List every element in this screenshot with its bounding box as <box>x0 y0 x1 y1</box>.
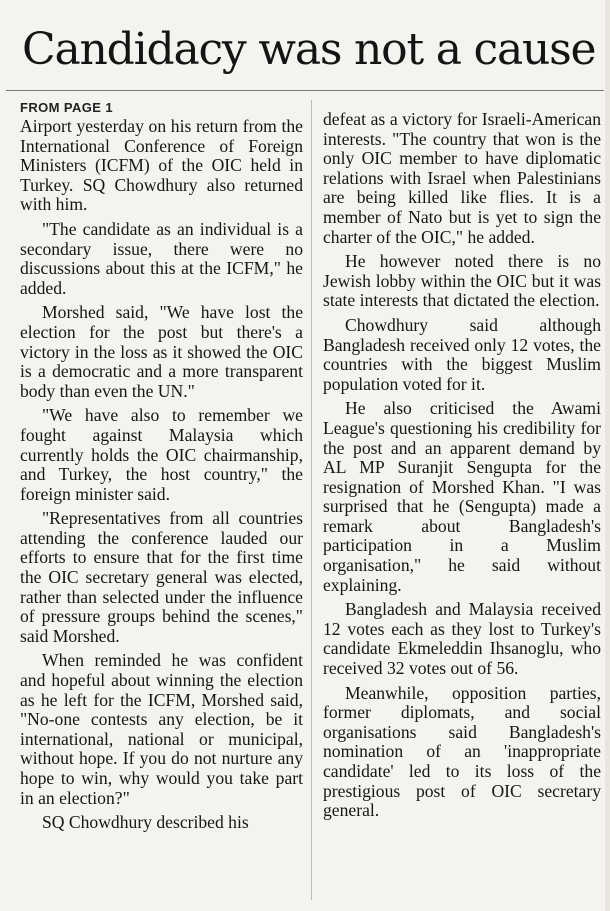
right-column <box>323 110 601 826</box>
left-column <box>20 100 303 838</box>
paragraph: defeat as a victory for Israeli-American interests. "The country that won is the only OIC member to have diplomatic relations with Israel when Palestinians are being killed like flies. It is a member of Nato but is yet to sign the charter of the OIC," he added. <box>323 109 601 247</box>
column-divider <box>311 100 312 900</box>
paragraph: "Representatives from all countries attending the conference lauded our efforts to ensure that for the first time the OIC secretary general was elected, rather than selected under the influence of pressure groups behind the scenes," said Morshed. <box>20 508 303 646</box>
paragraph: Meanwhile, opposition parties, former diplomats, and social organisations said Bangladesh's nomination of an 'inappropriate candidate' led to its loss of the prestigious post of OIC secretary general. <box>323 682 601 821</box>
paragraph: Bangladesh and Malaysia received 12 votes each as they lost to Turkey's candidate Ekmeleddin Ihsanoglu, who received 32 votes out of 56. <box>323 599 601 679</box>
paragraph: Chowdhury said although Bangladesh received only 12 votes, the countries with the biggest Muslim population voted for it. <box>323 314 601 394</box>
kicker: FROM PAGE 1 <box>20 100 114 115</box>
page-edge <box>605 0 610 911</box>
paragraph: Airport yesterday on his return from the International Conference of Foreign Ministers (ICFM) of the OIC held in Turkey. SQ Chowdhury also returned with him. <box>20 116 303 215</box>
paragraph: He however noted there is no Jewish lobby within the OIC but it was state interests that dictated the election. <box>323 251 601 311</box>
paragraph: SQ Chowdhury described his <box>42 812 249 833</box>
paragraph: He also criticised the Awami League's questioning his credibility for the post and an apparent demand by AL MP Suranjit Sengupta for the resignation of Morshed Khan. "I was surprised that he (Sengupta) made a remark about Bangladesh's participation in a Muslim organisation," he said without explaining. <box>323 398 601 595</box>
paragraph: Morshed said, "We have lost the election for the post but there's a victory in the loss as it showed the OIC is a democratic and a more transparent body than even the UN." <box>20 302 303 401</box>
paragraph: "The candidate as an individual is a secondary issue, there were no discussions about this at the ICFM," he added. <box>20 218 303 298</box>
paragraph: When reminded he was confident and hopeful about winning the election as he left for the ICFM, Morshed said, "No-one contests any election, be it international, national or municipal, without hope. If you do not nurture any hope to win, why would you take part in an election?" <box>20 650 303 808</box>
headline: Candidacy was not a cause <box>22 24 596 75</box>
headline-rule <box>6 90 604 91</box>
paragraph: "We have also to remember we fought against Malaysia which currently holds the OIC chairmanship, and Turkey, the host country," the foreign minister said. <box>20 405 303 504</box>
